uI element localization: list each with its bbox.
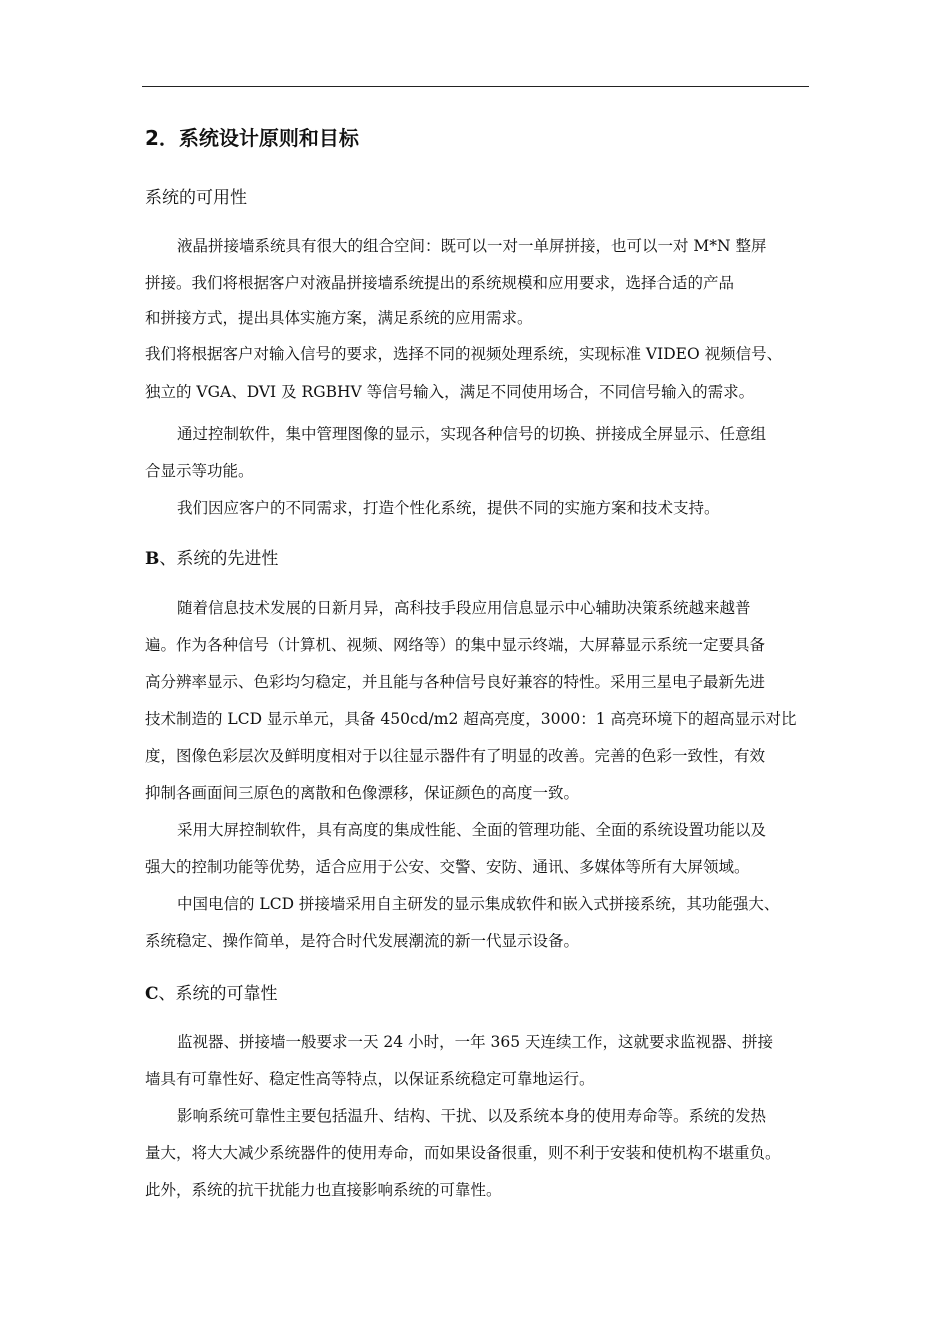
text-line: 随着信息技术发展的日新月异，高科技手段应用信息显示中心辅助决策系统越来越普 [177,599,751,617]
text-line: 此外，系统的抗干扰能力也直接影响系统的可靠性。 [145,1181,502,1199]
text-line: 合显示等功能。 [145,462,254,480]
availability-paragraph-1 [145,228,809,411]
heading-letter: B [145,549,160,569]
header-rule [142,86,809,87]
text-line: 强大的控制功能等优势，适合应用于公安、交警、安防、通讯、多媒体等所有大屏领域。 [145,858,750,876]
text-line: 高分辨率显示、色彩均匀稳定，并且能与各种信号良好兼容的特性。采用三星电子最新先进 [145,673,766,691]
reliability-paragraph-1 [145,1024,809,1098]
text-line: 我们将根据客户对输入信号的要求，选择不同的视频处理系统，实现标准 VIDEO 视频信号、 [145,345,783,363]
text-line: 我们因应客户的不同需求，打造个性化系统，提供不同的实施方案和技术支持。 [177,499,720,517]
advanced-paragraph-1 [145,590,809,812]
advanced-heading [145,544,809,569]
text-line: 监视器、拼接墙一般要求一天 24 小时，一年 365 天连续工作，这就要求监视器、拼接 [177,1033,774,1051]
availability-paragraph-3 [145,490,809,527]
text-line: 中国电信的 LCD 拼接墙采用自主研发的显示集成软件和嵌入式拼接系统，其功能强大、 [177,895,780,913]
text-line: 系统稳定、操作简单，是符合时代发展潮流的新一代显示设备。 [145,932,580,950]
advanced-paragraph-2 [145,812,809,886]
text-line: 遍。作为各种信号（计算机、视频、网络等）的集中显示终端，大屏幕显示系统一定要具备 [145,636,766,654]
text-line: 技术制造的 LCD 显示单元，具备 450cd/m2 超高亮度，3000：1 高亮环境下的超高显示对比 [145,710,797,728]
section-title: 2．系统设计原则和目标 [145,126,359,150]
heading-letter: C [145,984,159,1004]
availability-paragraph-2 [145,416,809,490]
heading-text: 、系统的先进性 [159,549,279,569]
text-line: 拼接。我们将根据客户对液晶拼接墙系统提出的系统规模和应用要求，选择合适的产品 [145,274,735,292]
heading-text: 、系统的可靠性 [158,984,278,1004]
text-line: 采用大屏控制软件，具有高度的集成性能、全面的管理功能、全面的系统设置功能以及 [177,821,767,839]
reliability-heading [145,979,809,1004]
text-line: 和拼接方式，提出具体实施方案，满足系统的应用需求。 [145,309,533,327]
reliability-paragraph-2 [145,1098,809,1209]
text-line: 液晶拼接墙系统具有很大的组合空间：既可以一对一单屏拼接，也可以一对 M*N 整屏 [177,237,767,255]
advanced-paragraph-3 [145,886,809,960]
text-line: 度，图像色彩层次及鲜明度相对于以往显示器件有了明显的改善。完善的色彩一致性，有效 [145,747,766,765]
text-line: 影响系统可靠性主要包括温升、结构、干扰、以及系统本身的使用寿命等。系统的发热 [177,1107,767,1125]
text-line: 墙具有可靠性好、稳定性高等特点，以保证系统稳定可靠地运行。 [145,1070,595,1088]
text-line: 量大，将大大减少系统器件的使用寿命，而如果设备很重，则不利于安装和使机构不堪重负。 [145,1144,781,1162]
availability-heading: 系统的可用性 [145,188,247,208]
text-line: 通过控制软件，集中管理图像的显示，实现各种信号的切换、拼接成全屏显示、任意组 [177,425,767,443]
text-line: 独立的 VGA、DVI 及 RGBHV 等信号输入，满足不同使用场合，不同信号输入的需求。 [145,383,755,401]
text-line: 抑制各画面间三原色的离散和色像漂移，保证颜色的高度一致。 [145,784,580,802]
